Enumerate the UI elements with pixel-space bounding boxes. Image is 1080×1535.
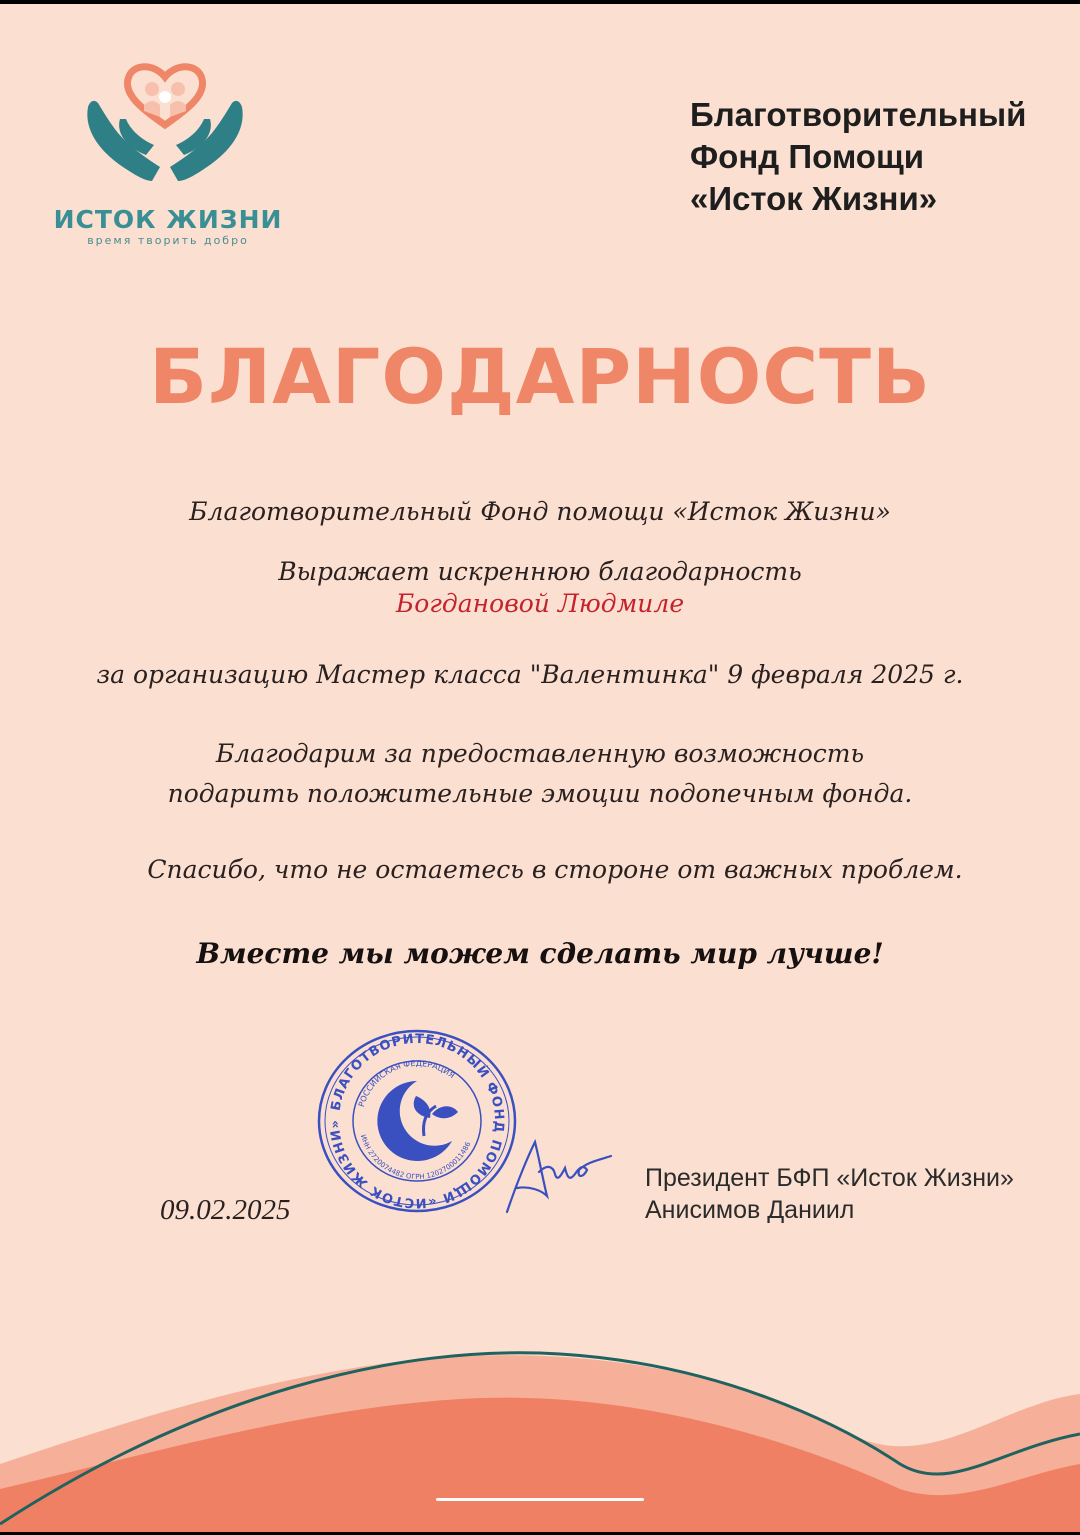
org-name-line-2: Фонд Помощи: [690, 138, 925, 175]
signer-position: Президент БФП «Исток Жизни»: [645, 1164, 1014, 1192]
foundation-logo: [40, 59, 290, 259]
org-name-line-3: «Исток Жизни»: [690, 180, 938, 217]
thanks-line-1: Благодарим за предоставленную возможность: [215, 739, 865, 768]
certificate-title: БЛАГОДАРНОСТЬ: [149, 332, 931, 421]
president-signature: [495, 1112, 615, 1222]
gratitude-line: Спасибо, что не остаетесь в стороне от важных проблем.: [147, 855, 963, 884]
stamp-inner-text: РОССИЙСКАЯ ФЕДЕРАЦИЯ: [356, 1058, 457, 1108]
logo-tagline: время творить добро: [87, 234, 249, 247]
certificate-page: [0, 4, 1080, 1532]
signer-block: [645, 1162, 1080, 1226]
hands-heart-icon: [80, 59, 250, 189]
motto-line: Вместе мы можем сделать мир лучше!: [196, 937, 884, 970]
issue-date: 09.02.2025: [160, 1194, 291, 1226]
home-indicator[interactable]: [436, 1498, 644, 1501]
recipient-name: Богдановой Людмиле: [395, 589, 685, 618]
stamp-ids-text: ИНН 2720074482 ОГРН 1202700011486: [358, 1133, 473, 1182]
logo-brand-name: ИСТОК ЖИЗНИ: [53, 205, 283, 234]
organization-header: [690, 94, 1080, 220]
org-name-line-1: Благотворительный: [690, 96, 1027, 133]
stamp-outer-text: БЛАГОТВОРИТЕЛЬНЫЙ ФОНД ПОМОЩИ «ИСТОК ЖИЗНИ»: [327, 1031, 507, 1211]
foundation-line: Благотворительный Фонд помощи «Исток Жизни»: [189, 497, 891, 526]
thanks-line-2: подарить положительные эмоции подопечным фонда.: [167, 779, 913, 808]
reason-line: за организацию Мастер класса "Валентинка" 9 февраля 2025 г.: [96, 660, 964, 689]
signer-name: Анисимов Даниил: [645, 1196, 855, 1224]
expresses-line: Выражает искреннюю благодарность: [278, 557, 802, 586]
svg-text:БЛАГОТВОРИТЕЛЬНЫЙ ФОНД ПОМОЩИ: [328, 1032, 506, 1210]
foundation-stamp: [312, 1026, 522, 1216]
